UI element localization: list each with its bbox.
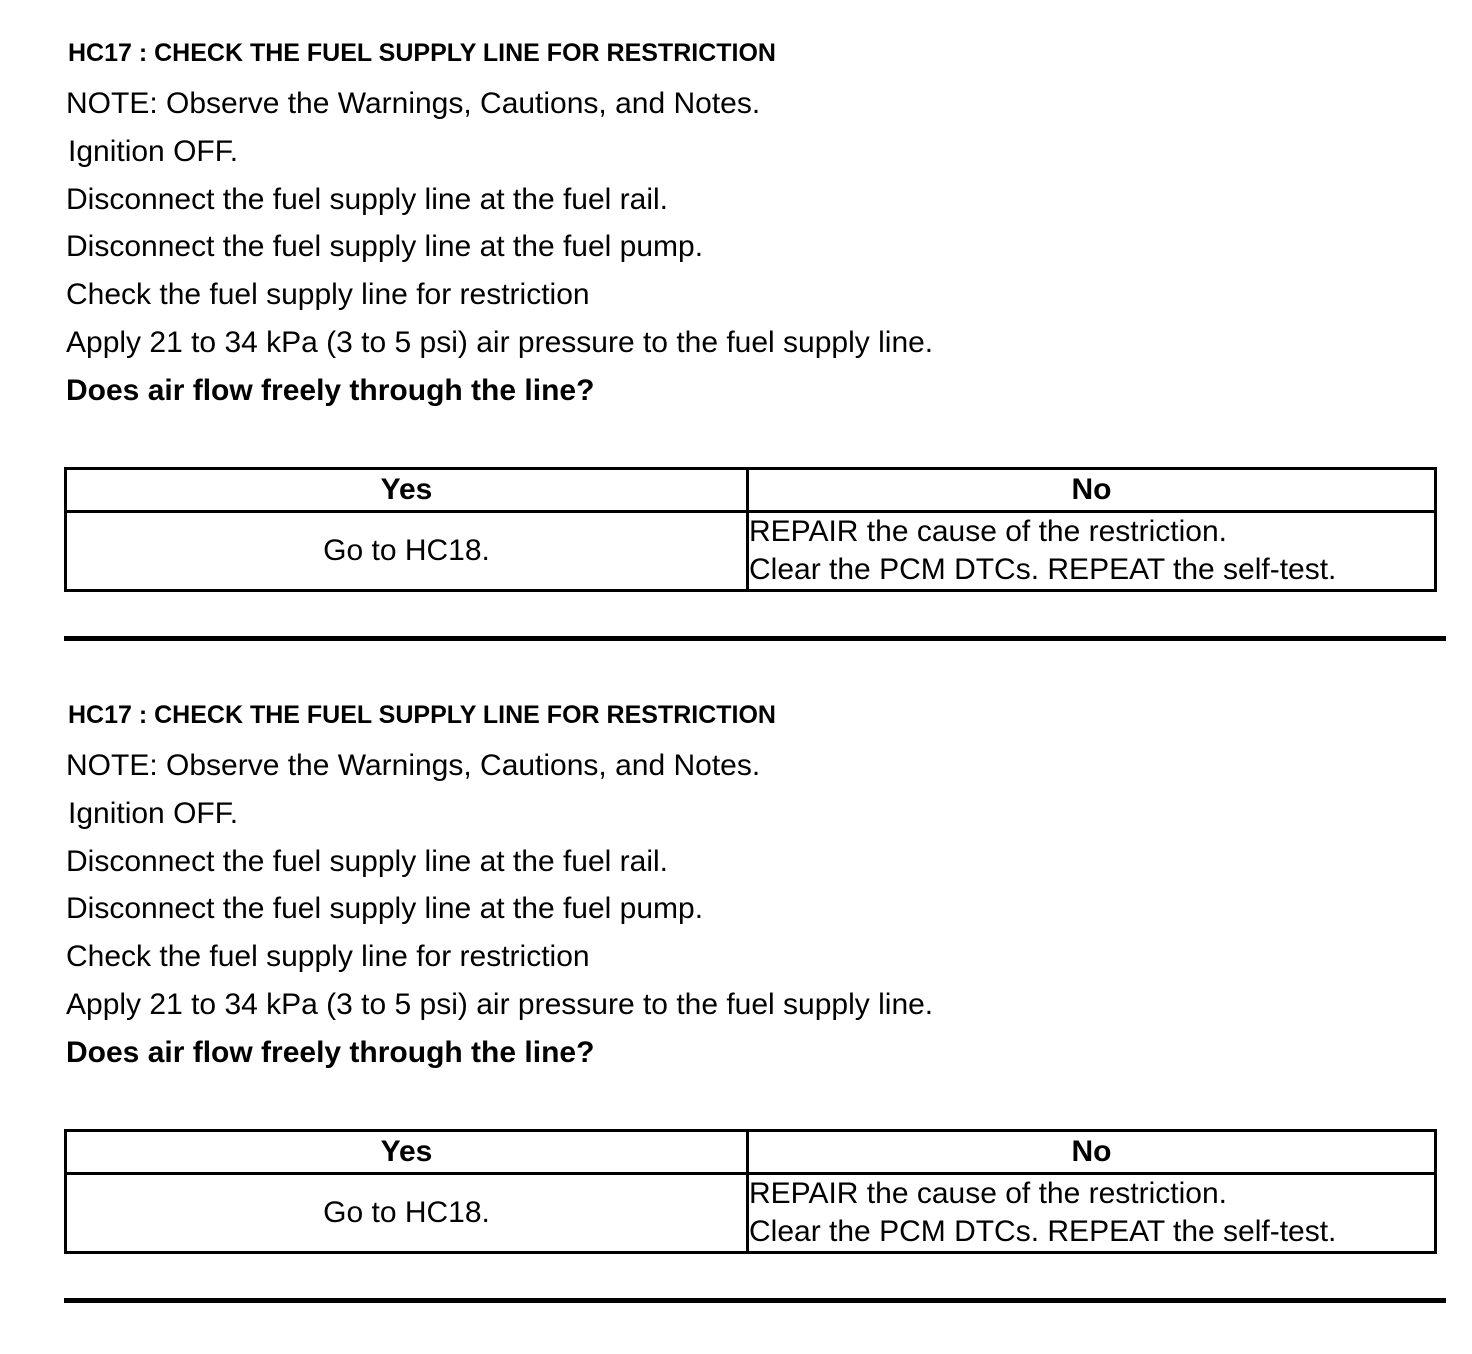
yes-action-cell xyxy=(66,512,748,591)
step-heading: HC17 : CHECK THE FUEL SUPPLY LINE FOR RESTRICTION xyxy=(68,39,776,67)
yes-no-result-table xyxy=(64,467,1437,592)
step-instruction: Ignition OFF. xyxy=(68,135,239,168)
step-question: Does air flow freely through the line? xyxy=(66,374,595,407)
yes-header: Yes xyxy=(66,1131,748,1174)
yes-action-cell xyxy=(66,1174,748,1253)
step-question: Does air flow freely through the line? xyxy=(66,1036,595,1069)
step-instruction: Disconnect the fuel supply line at the fuel pump. xyxy=(66,230,704,263)
yes-action-text: Go to HC18. xyxy=(323,1196,490,1229)
no-action-line: Clear the PCM DTCs. REPEAT the self-test. xyxy=(749,553,1337,586)
table-row xyxy=(66,512,1436,591)
yes-no-result-table xyxy=(64,1129,1437,1254)
no-action-cell xyxy=(748,1174,1436,1253)
table-row xyxy=(66,1174,1436,1253)
section-divider xyxy=(64,636,1446,641)
step-instruction: Apply 21 to 34 kPa (3 to 5 psi) air pressure to the fuel supply line. xyxy=(66,326,934,359)
table-header-row xyxy=(66,1131,1436,1174)
step-instruction: Disconnect the fuel supply line at the fuel rail. xyxy=(66,183,669,216)
step-note: NOTE: Observe the Warnings, Cautions, and Notes. xyxy=(66,87,761,120)
step-instruction: Ignition OFF. xyxy=(68,797,239,830)
step-instruction: Disconnect the fuel supply line at the fuel rail. xyxy=(66,845,669,878)
step-heading: HC17 : CHECK THE FUEL SUPPLY LINE FOR RESTRICTION xyxy=(68,701,776,729)
step-instruction: Check the fuel supply line for restriction xyxy=(66,940,590,973)
step-instruction: Disconnect the fuel supply line at the fuel pump. xyxy=(66,892,704,925)
yes-action-text: Go to HC18. xyxy=(323,534,490,567)
step-instruction: Check the fuel supply line for restriction xyxy=(66,278,590,311)
no-header: No xyxy=(748,469,1436,512)
section-divider xyxy=(64,1298,1446,1303)
step-note: NOTE: Observe the Warnings, Cautions, and Notes. xyxy=(66,749,761,782)
yes-header: Yes xyxy=(66,469,748,512)
no-action-line: REPAIR the cause of the restriction. xyxy=(749,515,1227,548)
step-instruction: Apply 21 to 34 kPa (3 to 5 psi) air pressure to the fuel supply line. xyxy=(66,988,934,1021)
no-action-cell xyxy=(748,512,1436,591)
no-header: No xyxy=(748,1131,1436,1174)
no-action-line: Clear the PCM DTCs. REPEAT the self-test. xyxy=(749,1215,1337,1248)
table-header-row xyxy=(66,469,1436,512)
no-action-line: REPAIR the cause of the restriction. xyxy=(749,1177,1227,1210)
